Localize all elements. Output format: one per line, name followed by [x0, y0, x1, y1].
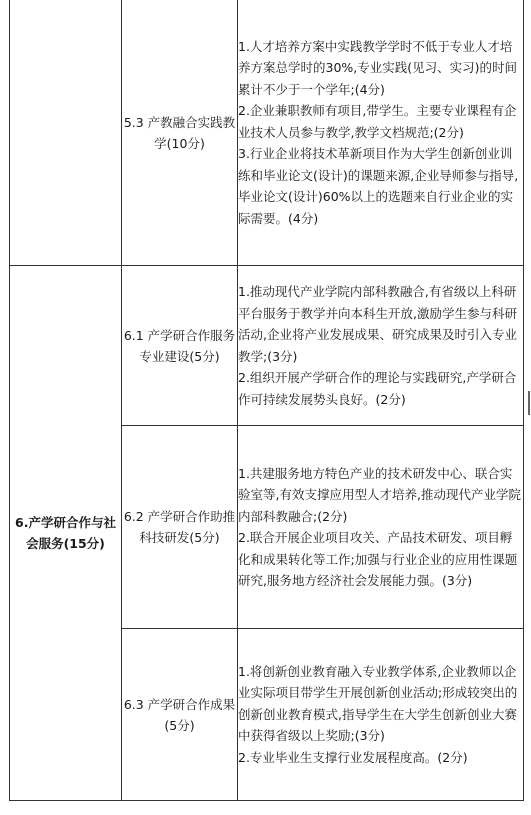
requirements-cell — [238, 0, 524, 266]
requirement-text: 1.将创新创业教育融入专业教学体系,企业教师以企业实际项目带学生开展创新创业活动;形成较突出的创新创业教育模式,指导学生在大学生创新创业大赛中获得省级以上奖励;(3分) — [238, 663, 518, 744]
category-cell-empty — [10, 0, 122, 266]
requirement-text: 3.行业企业将技术革新项目作为大学生创新创业训练和毕业论文(设计)的课题来源,企业导师参与指导,毕业论文(设计)60%以上的选题来自行业企业的实际需要。(4分) — [238, 146, 519, 226]
subitem-cell: 6.2 产学研合作助推科技研发(5分) — [122, 426, 238, 629]
requirement-text: 1.共建服务地方特色产业的技术研发中心、联合实验室等,有效支撑应用型人才培养,推动现代产业学院内部科教融合;(2分) — [238, 465, 521, 524]
requirements-cell — [238, 266, 524, 426]
requirement-text: 1.推动现代产业学院内部科教融合,有省级以上科研平台服务于教学并向本科生开放,激励学生参与科研活动,企业将产业发展成果、研究成果及时引入专业教学;(3分) — [238, 284, 517, 364]
category-cell: 6.产学研合作与社会服务(15分) — [10, 266, 122, 801]
requirements-cell — [238, 629, 524, 801]
requirement-text: 2.联合开展企业项目攻关、产品技术研发、项目孵化和成果转化等工作;加强与行业企业的应用性课题研究,服务地方经济社会发展能力强。(3分) — [238, 530, 518, 588]
scroll-edge-marker — [525, 391, 530, 415]
requirement-text: 2.组织开展产学研合作的理论与实践研究,产学研合作可持续发展势头良好。(2分) — [238, 370, 517, 407]
requirement-text: 2.企业兼职教师有项目,带学生。主要专业课程有企业技术人员参与教学,教学文档规范;(2分) — [238, 103, 517, 140]
subitem-cell: 5.3 产教融合实践教学(10分) — [122, 0, 238, 266]
table-row — [10, 0, 524, 266]
requirement-text: 1.人才培养方案中实践教学学时不低于专业人才培养方案总学时的30%,专业实践(见习、实习)的时间累计不少于一个学年;(4分) — [238, 38, 518, 97]
subitem-cell: 6.3 产学研合作成果(5分) — [122, 629, 238, 801]
evaluation-criteria-table — [9, 0, 524, 801]
subitem-cell: 6.1 产学研合作服务专业建设(5分) — [122, 266, 238, 426]
requirement-text: 2.专业毕业生支撑行业发展程度高。(2分) — [238, 749, 468, 765]
table-row — [10, 266, 524, 426]
requirements-cell — [238, 426, 524, 629]
